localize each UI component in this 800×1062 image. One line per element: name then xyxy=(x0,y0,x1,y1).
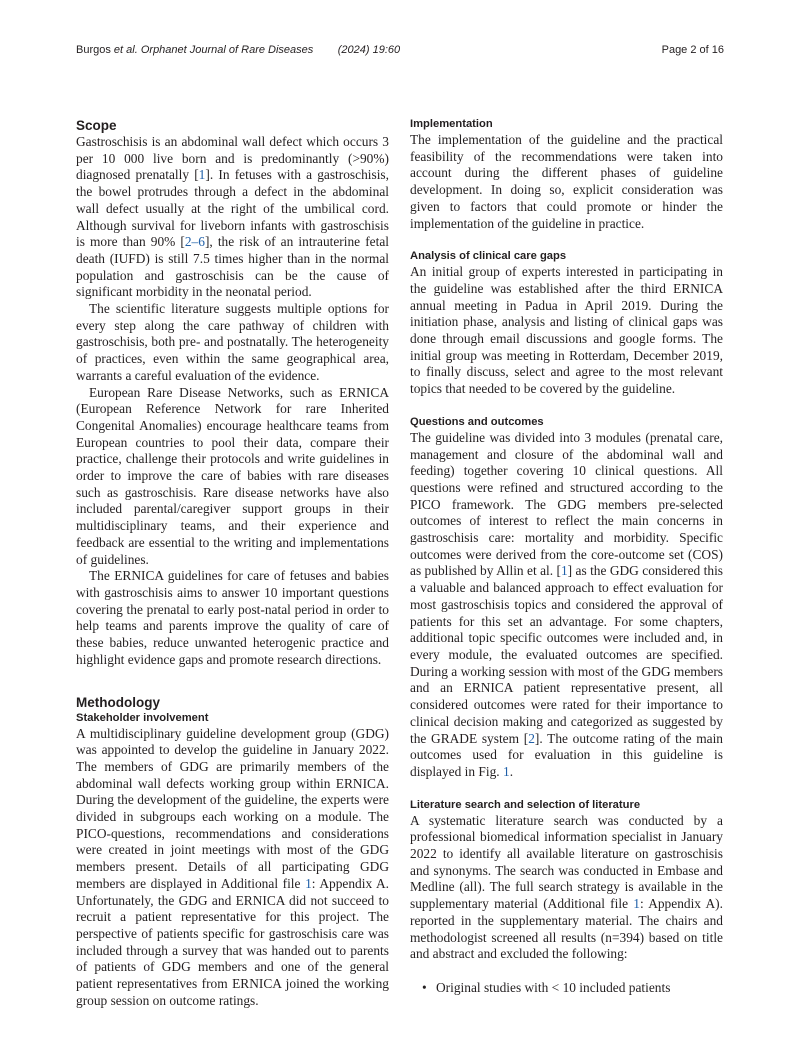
figure-link[interactable]: 1 xyxy=(503,763,510,779)
header-authors: Burgos xyxy=(76,44,111,56)
stakeholder-heading: Stakeholder involvement xyxy=(76,711,209,724)
care-gaps-heading: Analysis of clinical care gaps xyxy=(410,250,567,263)
header-etal: et al. xyxy=(113,44,138,56)
running-header xyxy=(76,44,400,56)
scope-paragraph-4: The ERNICA guidelines for care of fetuses and babies with gastroschisis aims to answer 10 important questions covering the prenatal to early post-natal period in order to help teams and parents improve the quality of care of these babies, reduce unwanted heterogenic practice and highlight evidence gaps and promote research directions. xyxy=(76,568,389,667)
additional-file-link[interactable]: 1 xyxy=(633,896,640,912)
header-citation: (2024) 19:60 xyxy=(337,44,401,56)
reference-link[interactable]: 1 xyxy=(198,167,206,183)
implementation-heading: Implementation xyxy=(410,118,493,130)
scope-paragraph-3: European Rare Disease Networks, such as ERNICA (European Reference Network for rare Inherited Congenital Anomalies) encourage healthcare teams from European countries to pool their data, compare their practice, challenge their protocols and write guidelines in order to improve the care of babies with rare diseases such as gastroschisis. Rare disease networks have also included parental/caregiver support groups in their multidisciplinary teams, and their experience and feedback are essential to the writing and implementations of guidelines. xyxy=(76,384,389,567)
literature-heading: Literature search and selection of literature xyxy=(410,798,641,811)
page-number: Page 2 of 16 xyxy=(661,44,724,56)
questions-paragraph: The guideline was divided into 3 modules (prenatal care, management and closure of the abdominal wall and feeding) together covering 10 clinical questions. All questions were refined and structured according to the PICO framework. The GDG members pre-selected outcomes of interest to reflect the main concerns in gastroschisis care: mortality and morbidity. Specific outcomes were derived from the core-outcome set (COS) as published by Allin et al. [1] as the GDG considered this a valuable and balanced approach to effect evaluation for most gastroschisis topics and considered the approval of patients for this set an advantage. For some chapters, additional topic specific outcomes were included and, in every module, the evaluated outcomes are specified. During a working session with most of the GDG members and an ERNICA patient representative present, all considered outcomes were rated for their importance to clinical decision making and categorized as suggested by the GRADE system [2]. The outcome rating of the main outcomes used for evaluation in this guideline is displayed in Fig. 1. xyxy=(410,429,723,779)
exclusion-list xyxy=(410,980,723,997)
literature-paragraph: A systematic literature search was conducted by a professional biomedical information specialist in January 2022 to identify all available literature on gastroschisis and synonyms. The search was conducted in Embase and Medline (all). The full search strategy is available in the supplementary material (Additional file 1: Appendix A). reported in the supplementary material. The chairs and methodologist screened all results (n=394) based on title and abstract and excluded the following: xyxy=(410,812,723,962)
scope-paragraph-2: The scientific literature suggests multiple options for every step along the care pathway of children with gastroschisis, both pre- and postnatally. The heterogeneity of practices, even within the same geographical area, warrants a careful evaluation of the evidence. xyxy=(76,301,389,383)
additional-file-link[interactable]: 1 xyxy=(305,875,312,891)
methodology-heading: Methodology xyxy=(76,694,160,710)
care-gaps-paragraph: An initial group of experts interested in participating in the guideline was established after the third ERNICA annual meeting in Padua in April 2019. During the initiation phase, analysis and listing of clinical gaps was done through email discussions and google forms. The initial group was meeting in Rotterdam, December 2019, to finally discuss, select and agree to the most relevant topics that needed to be covered by the guideline. xyxy=(410,264,723,397)
right-column xyxy=(410,117,723,997)
scope-paragraph-1: Gastroschisis is an abdominal wall defect which occurs 3 per 10 000 live born and is predominantly (>90%) diagnosed prenatally [1]. In fetuses with a gastroschisis, the bowel protrudes through a defect in the abdominal wall defect usually at the right of the umbilical cord. Although survival for liveborn infants with gastroschisis is more than 90% [2–6], the risk of an intrauterine fetal death (IUFD) is still 7.5 times higher than in the normal population and gastroschisis can be the cause of significant morbidity in the neonatal period. xyxy=(76,134,389,300)
reference-link[interactable]: 2–6 xyxy=(184,234,205,250)
questions-heading: Questions and outcomes xyxy=(410,415,544,428)
stakeholder-paragraph: A multidisciplinary guideline development group (GDG) was appointed to develop the guideline in January 2022. The members of GDG are primarily members of the abdominal wall defects working group within ERNICA. During the development of the guideline, the experts were divided in subgroups each working on a module. The PICO-questions, recommendations and considerations were created in joint meetings with most of the GDG members present. Details of all participating GDG members are displayed in Additional file 1: Appendix A. Unfortunately, the GDG and ERNICA did not succeed to recruit a patient representative for this project. The perspective of patients specific for gastroschisis care was included through a survey that was handed out to parents of patients of GDG members and one of the general patient representatives from ERNICA joined the working group session on outcome ratings. xyxy=(76,725,390,1008)
header-journal: Orphanet Journal of Rare Diseases xyxy=(140,44,314,56)
reference-link[interactable]: 1 xyxy=(560,563,568,579)
reference-link[interactable]: 2 xyxy=(528,730,535,746)
list-item: • Original studies with < 10 included patients xyxy=(436,980,723,997)
implementation-paragraph: The implementation of the guideline and the practical feasibility of the recommendations were taken into account during the different phases of guideline development. In doing so, explicit consideration was given to factors that could promote or hinder the implementation of the guideline in practice. xyxy=(410,132,723,231)
left-column xyxy=(76,117,389,1009)
scope-heading: Scope xyxy=(76,118,117,133)
